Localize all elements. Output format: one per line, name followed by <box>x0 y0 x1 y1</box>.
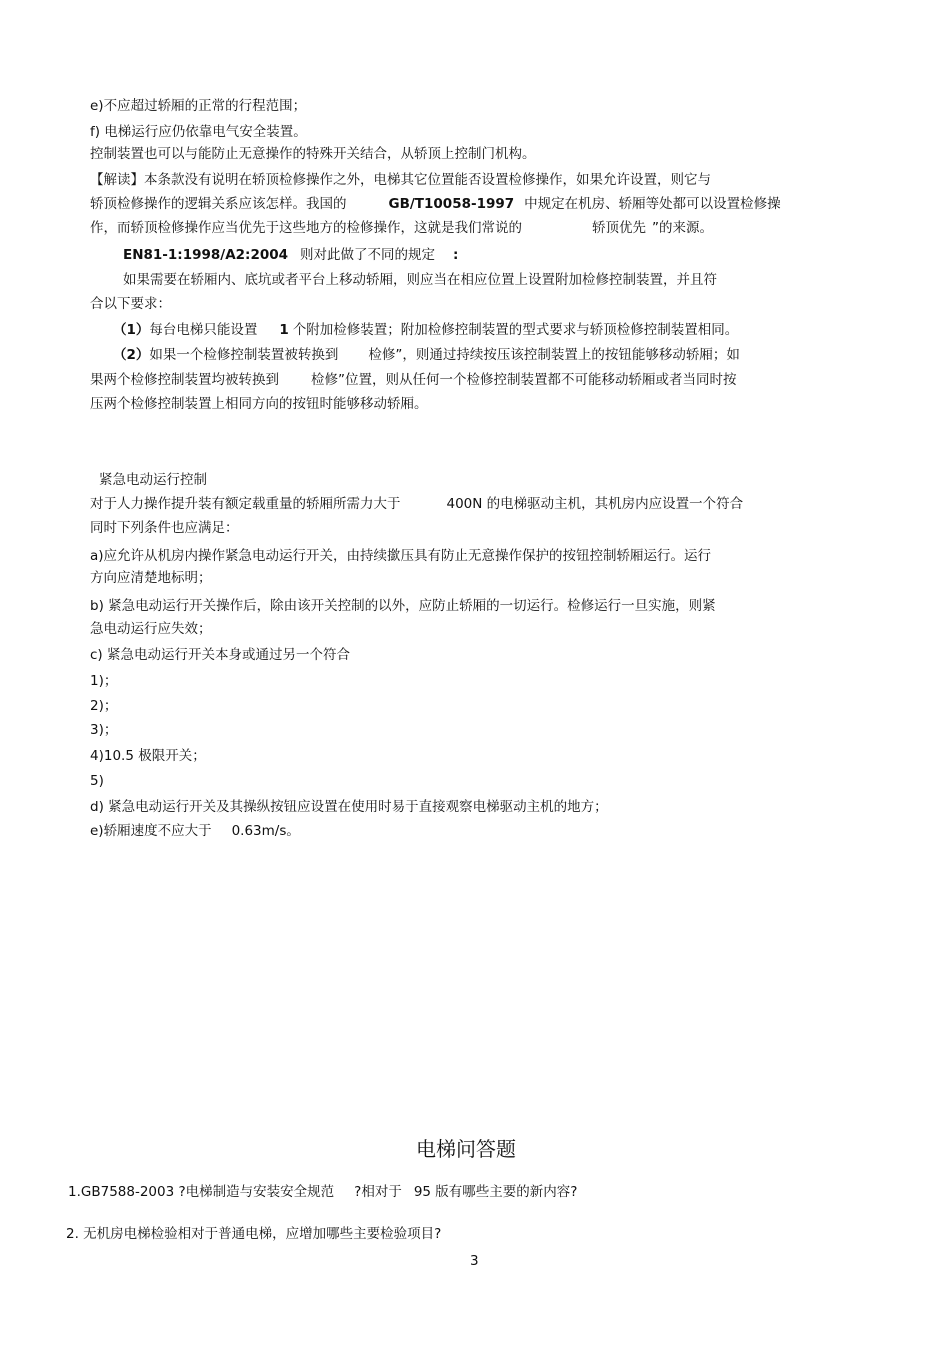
requirement-line-2: 合以下要求： <box>90 296 171 312</box>
condition-e <box>90 822 300 840</box>
item-e: e)不应超过轿厢的正常的行程范围； <box>90 98 307 114</box>
list-item-2: 2)； <box>90 698 118 714</box>
requirement-item-1 <box>113 321 738 339</box>
question-text: 95 版有哪些主要的新内容? <box>413 1184 578 1200</box>
requirement-item-2 <box>113 346 740 364</box>
condition-text: e)轿厢速度不应大于 <box>90 823 212 839</box>
interpretation-text: 轿顶检修操作的逻辑关系应该怎样。我国的 <box>90 196 347 212</box>
en-standard-text: 则对此做了不同的规定 <box>300 247 436 263</box>
item-text: 检修”，则通过持续按压该控制装置上的按钮能够移动轿厢；如 <box>368 347 740 363</box>
item-text: 果两个检修控制装置均被转换到 <box>90 372 279 388</box>
requirement-item-2-end: 压两个检修控制装置上相同方向的按钮时能够移动轿厢。 <box>90 396 428 412</box>
list-item-4: 4)10.5 极限开关； <box>90 748 206 764</box>
paragraph-line-2: 同时下列条件也应满足： <box>90 520 239 536</box>
interpretation-line-3 <box>90 219 713 237</box>
list-item-3: 3)； <box>90 722 118 738</box>
question-text: ?相对于 <box>354 1184 402 1200</box>
interpretation-text: 中规定在机房、轿厢等处都可以设置检修操 <box>524 196 781 212</box>
condition-a-line-1: a)应允许从机房内操作紧急电动运行开关，由持续撳压具有防止无意操作保护的按钮控制轿厢运行。运行 <box>90 548 712 564</box>
speed-value: 0.63m/s。 <box>231 823 300 839</box>
qa-title: 电梯问答题 <box>416 1137 516 1161</box>
requirement-line-1: 如果需要在轿厢内、底坑或者平台上移动轿厢，则应当在相应位置上设置附加检修控制装置，并且符 <box>123 272 717 288</box>
control-note: 控制装置也可以与能防止无意操作的特殊开关结合，从轿顶上控制门机构。 <box>90 146 536 162</box>
question-2: 2. 无机房电梯检验相对于普通电梯，应增加哪些主要检验项目? <box>66 1226 442 1242</box>
paragraph-text: 对于人力操作提升装有额定载重量的轿厢所需力大于 <box>90 496 401 512</box>
section-heading: 紧急电动运行控制 <box>99 472 207 488</box>
interpretation-line-1: 【解读】本条款没有说明在轿顶检修操作之外，电梯其它位置能否设置检修操作，如果允许设置，则它与 <box>90 172 711 188</box>
condition-a-line-2: 方向应清楚地标明； <box>90 570 212 586</box>
quoted-term: 轿顶优先 <box>592 220 646 236</box>
item-text: 检修”位置，则从任何一个检修控制装置都不可能移动轿厢或者当同时按 <box>311 372 737 388</box>
item-f: f) 电梯运行应仍依靠电气安全装置。 <box>90 124 307 140</box>
list-item-5: 5) <box>90 773 104 789</box>
requirement-item-2-cont <box>90 371 737 389</box>
condition-d: d) 紧急电动运行开关及其操纵按钮应设置在使用时易于直接观察电梯驱动主机的地方； <box>90 799 608 815</box>
interpretation-line-2 <box>90 195 781 213</box>
interpretation-text: 作，而轿顶检修操作应当优先于这些地方的检修操作，这就是我们常说的 <box>90 220 522 236</box>
question-1 <box>68 1183 577 1201</box>
condition-b-line-2: 急电动运行应失效； <box>90 621 212 637</box>
item-text: 每台电梯只能设置 <box>149 322 258 338</box>
interpretation-text: ”的来源。 <box>652 220 713 236</box>
standard-code: GB/T10058-1997 <box>388 196 515 212</box>
paragraph-text: 400N 的电梯驱动主机，其机房内应设置一个符合 <box>446 496 744 512</box>
page-number: 3 <box>470 1253 479 1269</box>
item-count: 1 <box>279 322 289 338</box>
condition-b-line-1: b) 紧急电动运行开关操作后，除由该开关控制的以外，应防止轿厢的一切运行。检修运行一旦实施，则紧 <box>90 598 716 614</box>
item-text: 个附加检修装置；附加检修控制装置的型式要求与轿顶检修控制装置相同。 <box>292 322 739 338</box>
question-text: 1.GB7588-2003 ?电梯制造与安装安全规范 <box>68 1184 335 1200</box>
item-number: （1） <box>113 322 150 338</box>
paragraph-line-1 <box>90 495 743 513</box>
item-number: （2） <box>113 347 150 363</box>
list-item-1: 1)； <box>90 673 118 689</box>
condition-c: c) 紧急电动运行开关本身或通过另一个符合 <box>90 647 350 663</box>
item-text: 如果一个检修控制装置被转换到 <box>149 347 339 363</box>
en-standard-line <box>123 246 458 264</box>
colon: : <box>453 247 459 263</box>
standard-code: EN81-1:1998/A2:2004 <box>123 247 289 263</box>
